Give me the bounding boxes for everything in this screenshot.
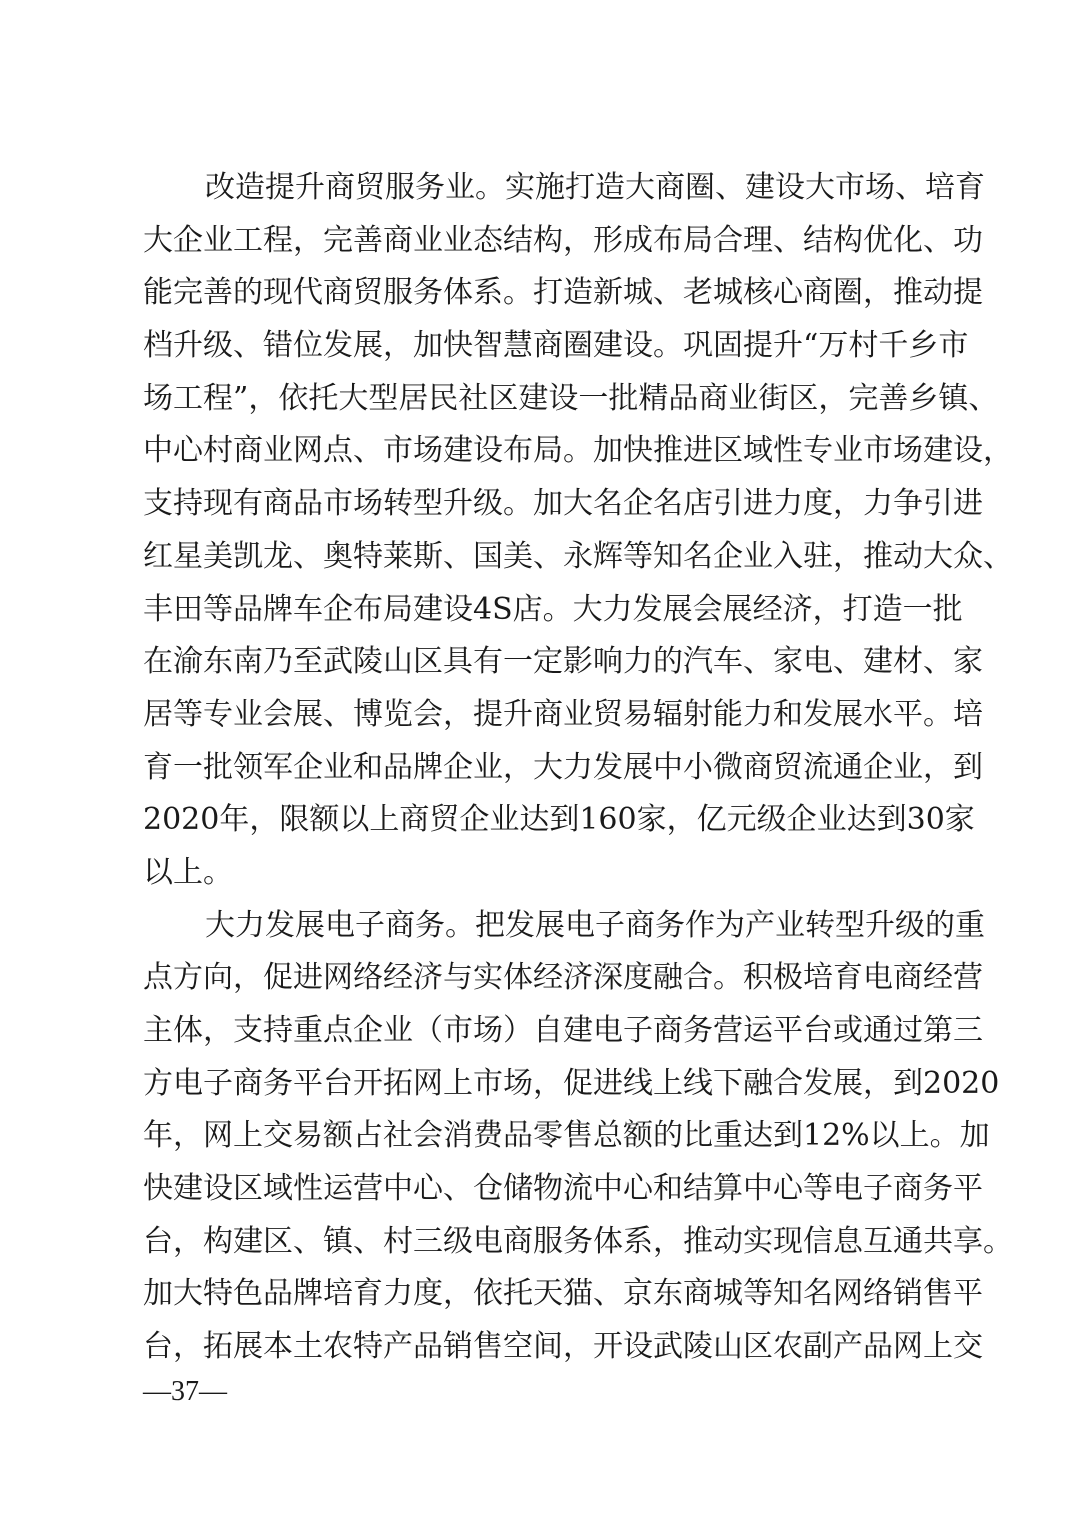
text-line: 改造提升商贸服务业。实施打造大商圈、建设大市场、培育	[205, 170, 985, 205]
text-line: 方电子商务平台开拓网上市场，促进线上线下融合发展，到2020	[143, 1065, 1000, 1101]
text-line: 大力发展电子商务。把发展电子商务作为产业转型升级的重	[205, 907, 985, 943]
text-line: 能完善的现代商贸服务体系。打造新城、老城核心商圈，推动提	[143, 275, 983, 311]
text-line: 场工程”，依托大型居民社区建设一批精品商业街区，完善乡镇、	[143, 380, 999, 416]
document-page	[143, 162, 1013, 1374]
text-line: 点方向，促进网络经济与实体经济深度融合。积极培育电商经营	[143, 960, 983, 996]
text-line: 在渝东南乃至武陵山区具有一定影响力的汽车、家电、建材、家	[143, 644, 983, 680]
text-line: 台，拓展本土农特产品销售空间，开设武陵山区农副产品网上交	[143, 1329, 983, 1365]
text-line: 2020年，限额以上商贸企业达到160家，亿元级企业达到30家	[143, 802, 975, 838]
text-line: 主体，支持重点企业（市场）自建电子商务营运平台或通过第三	[143, 1013, 983, 1048]
paragraph-e-commerce	[143, 900, 1013, 1374]
text-line: 支持现有商品市场转型升级。加大名企名店引进力度，力争引进	[143, 486, 983, 522]
text-line: 档升级、错位发展，加快智慧商圈建设。巩固提升“万村千乡市	[143, 328, 969, 364]
text-line: 育一批领军企业和品牌企业，大力发展中小微商贸流通企业，到	[143, 749, 983, 785]
text-line: 丰田等品牌车企布局建设4S店。大力发展会展经济，打造一批	[143, 591, 963, 627]
paragraph-commerce-services	[143, 162, 1013, 900]
page-number: —37—	[143, 1376, 227, 1407]
text-line: 中心村商业网点、市场建设布局。加快推进区域性专业市场建设，	[143, 433, 1013, 469]
text-line: 年，网上交易额占社会消费品零售总额的比重达到12%以上。加	[143, 1118, 990, 1154]
text-line: 以上。	[143, 854, 233, 890]
text-line: 居等专业会展、博览会，提升商业贸易辐射能力和发展水平。培	[143, 696, 983, 732]
text-line: 加大特色品牌培育力度，依托天猫、京东商城等知名网络销售平	[143, 1276, 983, 1312]
text-line: 快建设区域性运营中心、仓储物流中心和结算中心等电子商务平	[143, 1171, 983, 1207]
text-line: 台，构建区、镇、村三级电商服务体系，推动实现信息互通共享。	[143, 1223, 1013, 1259]
text-line: 大企业工程，完善商业业态结构，形成布局合理、结构优化、功	[143, 222, 983, 258]
text-line: 红星美凯龙、奥特莱斯、国美、永辉等知名企业入驻，推动大众、	[143, 538, 1013, 574]
